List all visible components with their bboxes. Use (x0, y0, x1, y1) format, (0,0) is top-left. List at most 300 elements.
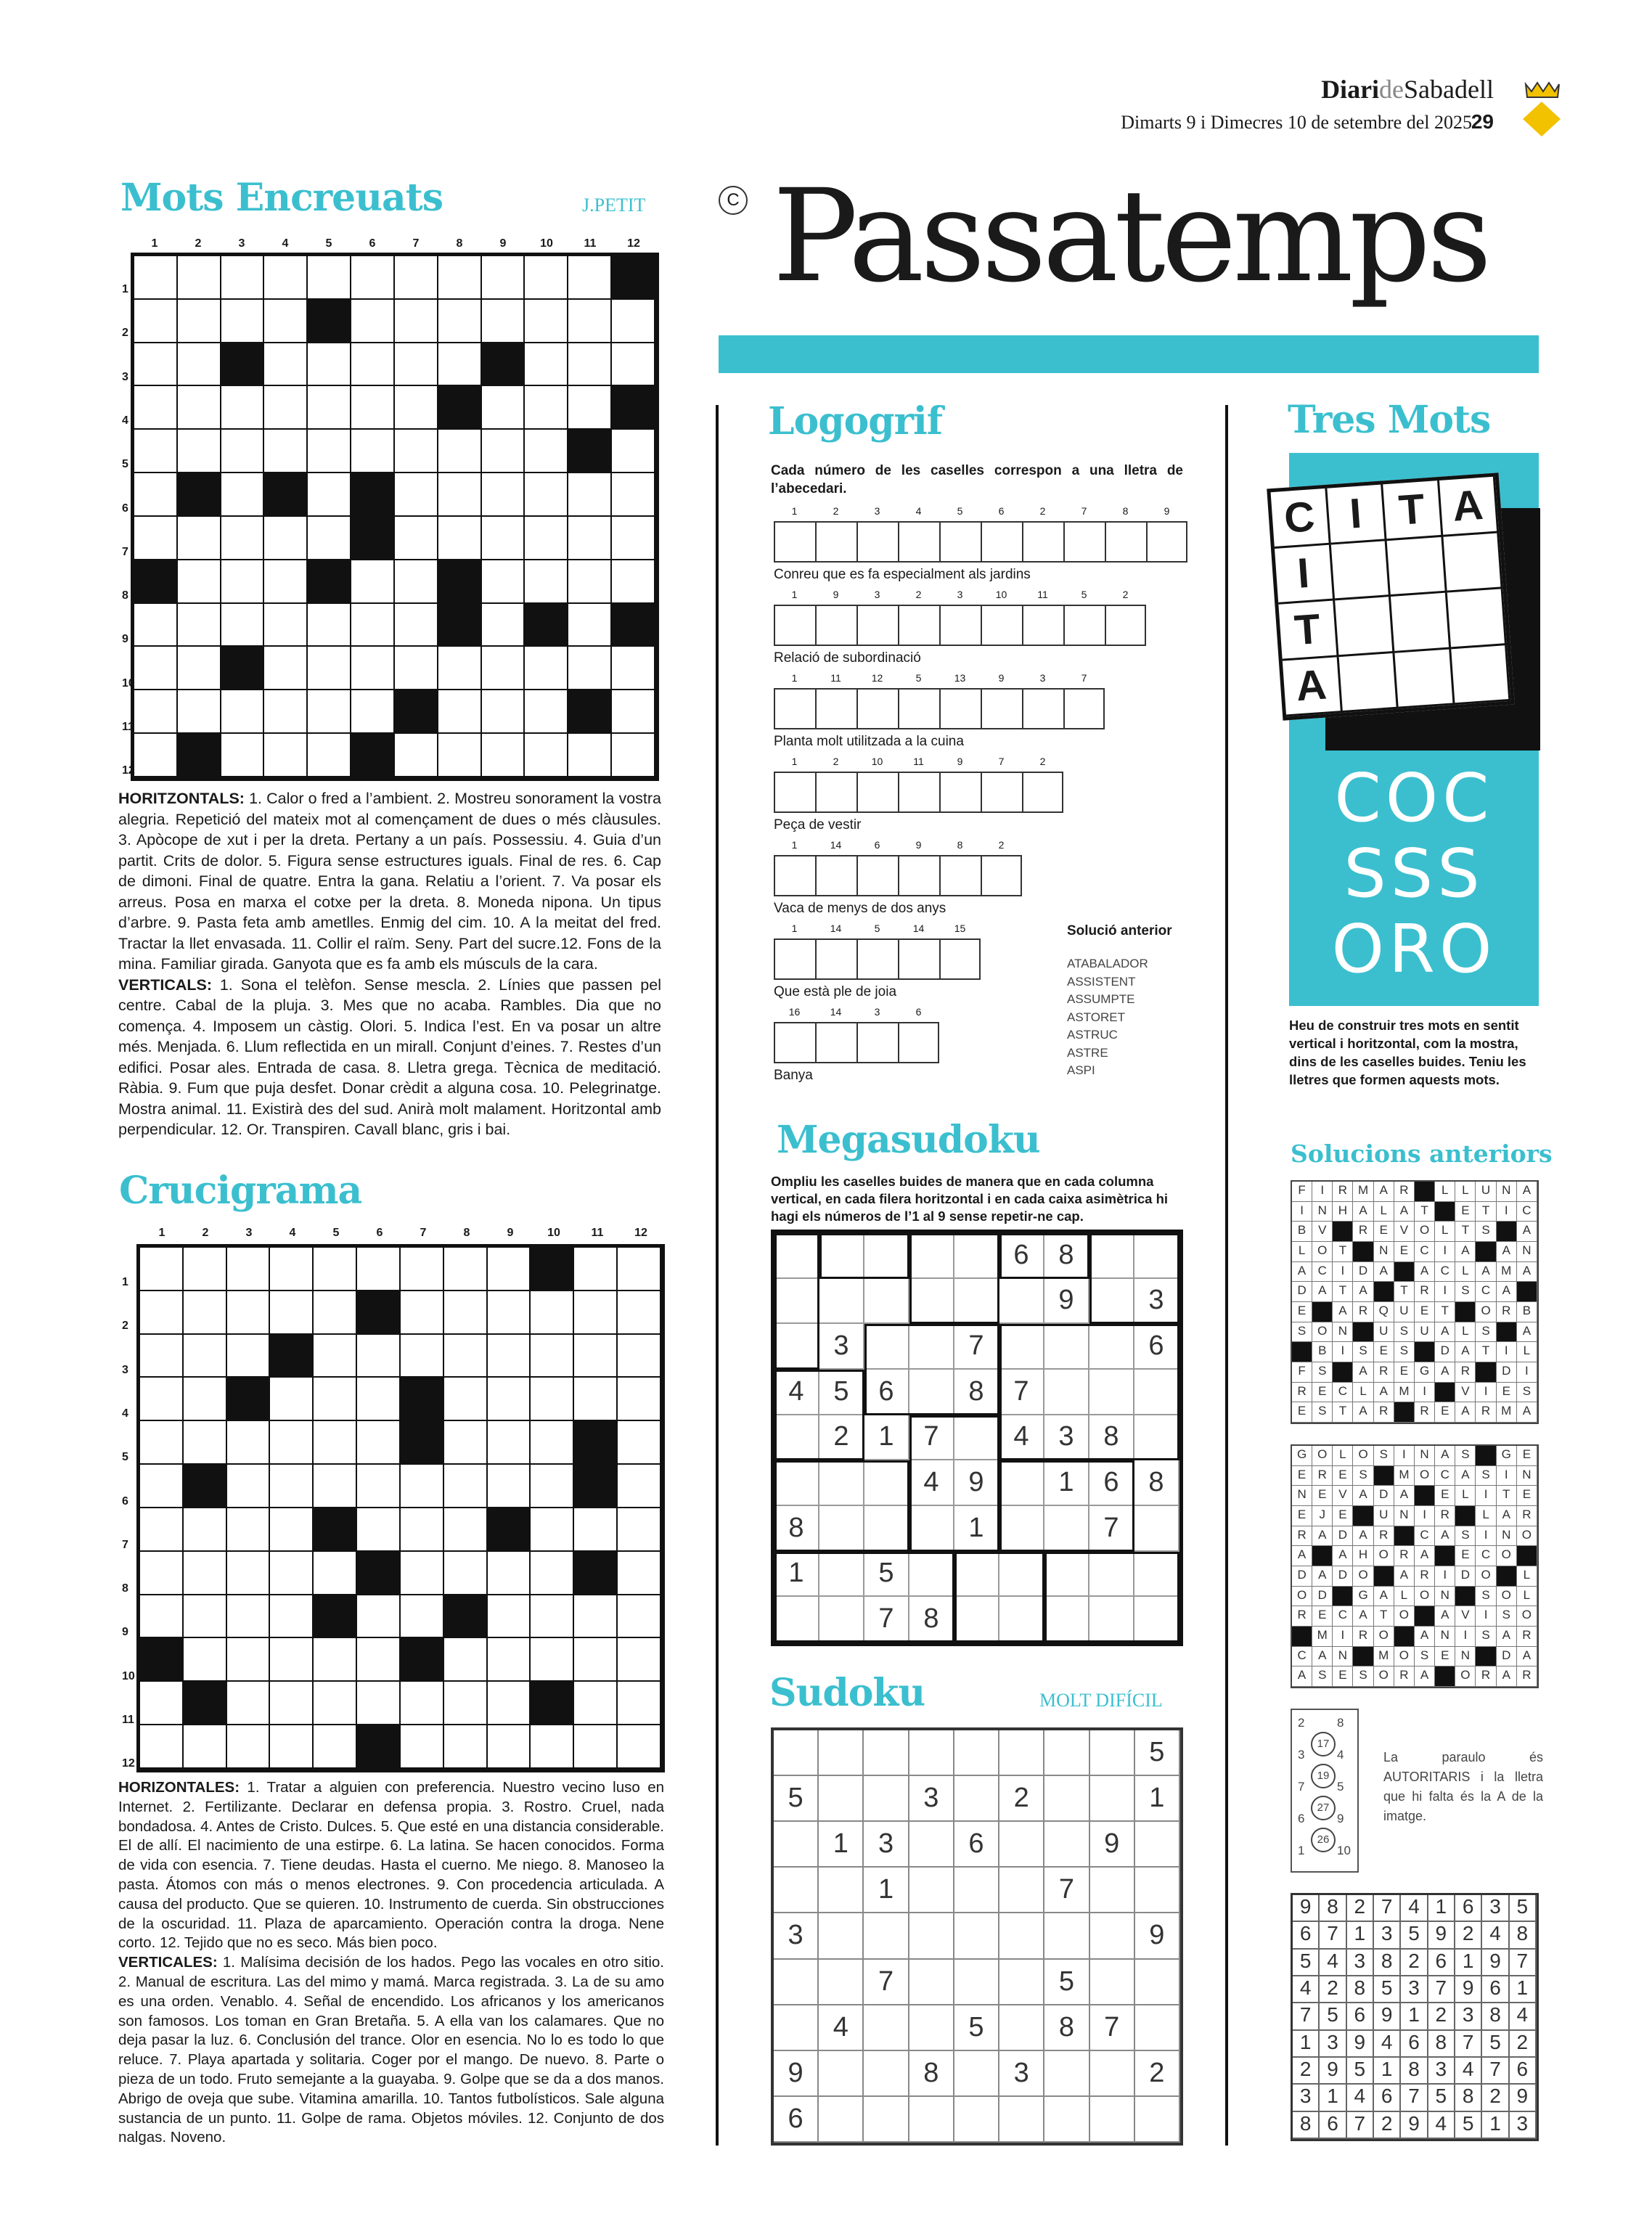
crossword-cell[interactable] (264, 343, 308, 387)
sudoku-cell[interactable] (1044, 1776, 1089, 1822)
megasudoku-cell[interactable] (1134, 1415, 1179, 1461)
megasudoku-cell[interactable] (1134, 1233, 1179, 1279)
crossword-cell[interactable] (482, 300, 526, 343)
megasudoku-cell[interactable] (909, 1506, 954, 1552)
crossword-cell[interactable] (618, 1291, 661, 1335)
crossword-cell[interactable] (482, 256, 526, 300)
crossword-cell[interactable] (525, 517, 568, 560)
crossword-cell[interactable] (444, 1378, 488, 1421)
crossword-cell[interactable] (488, 1421, 531, 1465)
logogrif-box[interactable] (815, 772, 856, 813)
crossword-cell[interactable] (444, 1421, 488, 1465)
logogrif-boxes[interactable] (774, 855, 1022, 896)
crossword-cell[interactable] (134, 256, 178, 300)
megasudoku-cell[interactable] (954, 1233, 999, 1279)
sudoku-cell[interactable] (1090, 1730, 1135, 1776)
megasudoku-cell[interactable] (1089, 1279, 1134, 1325)
megasudoku-cell[interactable] (954, 1279, 999, 1325)
logogrif-box[interactable] (1146, 521, 1187, 563)
megasudoku-cell[interactable] (1089, 1324, 1134, 1370)
crossword-cell[interactable] (531, 1725, 574, 1769)
crossword-cell[interactable] (140, 1335, 184, 1378)
crossword-cell[interactable] (314, 1682, 357, 1725)
crossword-cell[interactable] (178, 430, 221, 473)
sudoku-cell[interactable] (864, 2051, 909, 2097)
sudoku-cell[interactable] (954, 1730, 999, 1776)
crossword-cell[interactable] (395, 517, 438, 560)
crossword-cell[interactable] (574, 1638, 618, 1682)
crossword-cell[interactable] (488, 1725, 531, 1769)
megasudoku-cell[interactable] (1134, 1370, 1179, 1415)
crossword-cell[interactable] (221, 690, 265, 734)
crossword-cell[interactable] (134, 343, 178, 387)
crossword-cell[interactable] (184, 1552, 227, 1595)
crossword-cell[interactable] (227, 1508, 271, 1552)
crossword-cell[interactable] (444, 1638, 488, 1682)
crossword-cell[interactable] (178, 517, 221, 560)
crossword-cell[interactable] (357, 1248, 401, 1291)
crossword-cell[interactable] (134, 300, 178, 343)
crossword-cell[interactable] (612, 517, 655, 560)
crossword-cell[interactable] (314, 1421, 357, 1465)
crossword-cell[interactable] (531, 1291, 574, 1335)
sudoku-cell[interactable] (954, 1960, 999, 2005)
crossword-cell[interactable] (140, 1248, 184, 1291)
crossword-cell[interactable] (270, 1248, 314, 1291)
megasudoku-cell[interactable] (999, 1324, 1044, 1370)
crossword-cell[interactable] (401, 1595, 444, 1639)
crossword-cell[interactable] (221, 430, 265, 473)
crossword-cell[interactable] (140, 1378, 184, 1421)
megasudoku-cell[interactable] (819, 1506, 864, 1552)
crossword-cell[interactable] (227, 1595, 271, 1639)
crossword-cell[interactable] (618, 1335, 661, 1378)
crossword-cell[interactable] (134, 690, 178, 734)
megasudoku-cell[interactable] (819, 1279, 864, 1325)
crossword-cell[interactable] (618, 1682, 661, 1725)
crossword-cell[interactable] (134, 647, 178, 690)
crossword-cell[interactable] (525, 560, 568, 604)
crossword-cell[interactable] (574, 1291, 618, 1335)
megasudoku-cell[interactable] (1044, 1324, 1089, 1370)
logogrif-box[interactable] (981, 605, 1022, 646)
sudoku-grid[interactable] (771, 1727, 1183, 2146)
crossword-cell[interactable] (568, 256, 612, 300)
sudoku-cell[interactable] (954, 2097, 999, 2143)
megasudoku-cell[interactable] (864, 1233, 909, 1279)
crossword-cell[interactable] (395, 300, 438, 343)
crossword-cell[interactable] (482, 473, 526, 517)
crossword-cell[interactable] (314, 1335, 357, 1378)
crossword-cell[interactable] (612, 430, 655, 473)
crossword-cell[interactable] (488, 1291, 531, 1335)
crossword-cell[interactable] (525, 647, 568, 690)
sudoku-cell[interactable] (819, 1776, 864, 1822)
logogrif-boxes[interactable] (774, 688, 1105, 729)
crossword-cell[interactable] (488, 1335, 531, 1378)
crossword-cell[interactable] (531, 1595, 574, 1639)
crossword-cell[interactable] (357, 1378, 401, 1421)
crossword-cell[interactable] (574, 1595, 618, 1639)
logogrif-box[interactable] (898, 772, 939, 813)
crossword-cell[interactable] (264, 517, 308, 560)
logogrif-box[interactable] (774, 855, 815, 896)
sudoku-cell[interactable] (1090, 2051, 1135, 2097)
logogrif-box[interactable] (856, 772, 898, 813)
crossword-cell[interactable] (444, 1552, 488, 1595)
crossword-cell[interactable] (525, 343, 568, 387)
crossword-cell[interactable] (184, 1335, 227, 1378)
crossword-cell[interactable] (401, 1508, 444, 1552)
megasudoku-cell[interactable] (999, 1597, 1044, 1643)
megasudoku-cell[interactable] (774, 1415, 819, 1461)
megasudoku-cell[interactable] (864, 1324, 909, 1370)
logogrif-box[interactable] (898, 938, 939, 980)
megasudoku-cell[interactable] (819, 1460, 864, 1506)
crossword-cell[interactable] (568, 300, 612, 343)
crossword-cell[interactable] (568, 604, 612, 647)
sudoku-cell[interactable] (1044, 1730, 1089, 1776)
crossword-cell[interactable] (221, 734, 265, 777)
megasudoku-cell[interactable] (1089, 1597, 1134, 1643)
crossword-cell[interactable] (401, 1465, 444, 1508)
crossword-cell[interactable] (184, 1248, 227, 1291)
megasudoku-cell[interactable] (864, 1506, 909, 1552)
crossword-cell[interactable] (184, 1595, 227, 1639)
crossword-cell[interactable] (227, 1638, 271, 1682)
crossword-cell[interactable] (618, 1248, 661, 1291)
megasudoku-cell[interactable] (819, 1597, 864, 1643)
crossword-cell[interactable] (395, 734, 438, 777)
megasudoku-cell[interactable] (954, 1552, 999, 1598)
crossword-cell[interactable] (395, 473, 438, 517)
crossword-cell[interactable] (618, 1378, 661, 1421)
crossword-cell[interactable] (531, 1465, 574, 1508)
crossword-cell[interactable] (264, 386, 308, 430)
crossword-cell[interactable] (531, 1335, 574, 1378)
crossword-cell[interactable] (525, 256, 568, 300)
crossword-cell[interactable] (525, 430, 568, 473)
crossword-cell[interactable] (531, 1508, 574, 1552)
sudoku-cell[interactable] (999, 1822, 1044, 1868)
crossword-cell[interactable] (264, 560, 308, 604)
crossword-cell[interactable] (308, 604, 351, 647)
crossword-cell[interactable] (531, 1421, 574, 1465)
crossword-cell[interactable] (568, 343, 612, 387)
crossword-cell[interactable] (227, 1421, 271, 1465)
crossword-cell[interactable] (178, 560, 221, 604)
sudoku-cell[interactable] (774, 1730, 819, 1776)
megasudoku-cell[interactable] (909, 1370, 954, 1415)
crossword-cell[interactable] (482, 604, 526, 647)
crossword-cell[interactable] (308, 647, 351, 690)
crossword-cell[interactable] (395, 647, 438, 690)
crossword-cell[interactable] (488, 1682, 531, 1725)
sudoku-cell[interactable] (999, 2005, 1044, 2051)
logogrif-box[interactable] (1022, 772, 1063, 813)
crossword-cell[interactable] (140, 1725, 184, 1769)
sudoku-cell[interactable] (999, 1913, 1044, 1959)
logogrif-box[interactable] (774, 1022, 815, 1063)
sudoku-cell[interactable] (864, 1730, 909, 1776)
crossword-cell[interactable] (351, 604, 395, 647)
crossword-cell[interactable] (568, 734, 612, 777)
crossword-cell[interactable] (438, 343, 482, 387)
sudoku-cell[interactable] (954, 1868, 999, 1913)
crossword-cell[interactable] (227, 1552, 271, 1595)
sudoku-cell[interactable] (954, 1776, 999, 1822)
logogrif-row[interactable] (774, 589, 1146, 666)
logogrif-boxes[interactable] (774, 938, 981, 980)
crossword-cell[interactable] (270, 1421, 314, 1465)
logogrif-box[interactable] (981, 521, 1022, 563)
crossword-cell[interactable] (308, 517, 351, 560)
megasudoku-cell[interactable] (774, 1460, 819, 1506)
logogrif-box[interactable] (774, 772, 815, 813)
crossword-cell[interactable] (140, 1552, 184, 1595)
crossword-cell[interactable] (134, 430, 178, 473)
crossword-cell[interactable] (438, 473, 482, 517)
logogrif-box[interactable] (856, 521, 898, 563)
logogrif-row[interactable] (774, 505, 1187, 583)
crossword-cell[interactable] (612, 473, 655, 517)
sudoku-cell[interactable] (999, 2097, 1044, 2143)
sudoku-cell[interactable] (1044, 2051, 1089, 2097)
crossword-cell[interactable] (221, 517, 265, 560)
logogrif-box[interactable] (939, 521, 981, 563)
crossword-cell[interactable] (444, 1291, 488, 1335)
crossword-cell[interactable] (395, 343, 438, 387)
crossword-cell[interactable] (134, 386, 178, 430)
sudoku-cell[interactable] (1090, 1776, 1135, 1822)
megasudoku-cell[interactable] (999, 1460, 1044, 1506)
logogrif-row[interactable] (774, 839, 1022, 917)
sudoku-cell[interactable] (774, 1868, 819, 1913)
sudoku-cell[interactable] (1135, 1960, 1180, 2005)
crossword-cell[interactable] (568, 647, 612, 690)
crossword-cell[interactable] (270, 1595, 314, 1639)
logogrif-box[interactable] (898, 521, 939, 563)
megasudoku-cell[interactable] (954, 1415, 999, 1461)
crossword-cell[interactable] (357, 1421, 401, 1465)
crossword-cell[interactable] (140, 1595, 184, 1639)
megasudoku-cell[interactable] (774, 1233, 819, 1279)
crossword-cell[interactable] (531, 1638, 574, 1682)
logogrif-box[interactable] (856, 605, 898, 646)
sudoku-cell[interactable] (909, 1730, 954, 1776)
sudoku-cell[interactable] (819, 1960, 864, 2005)
megasudoku-cell[interactable] (1044, 1552, 1089, 1598)
sudoku-cell[interactable] (819, 2051, 864, 2097)
crossword-cell[interactable] (140, 1421, 184, 1465)
mots-encreuats-grid[interactable] (131, 253, 659, 781)
crossword-cell[interactable] (357, 1508, 401, 1552)
crossword-cell[interactable] (314, 1248, 357, 1291)
crossword-cell[interactable] (264, 430, 308, 473)
crossword-cell[interactable] (351, 386, 395, 430)
crossword-cell[interactable] (444, 1682, 488, 1725)
crossword-cell[interactable] (618, 1595, 661, 1639)
crossword-cell[interactable] (264, 604, 308, 647)
crossword-cell[interactable] (221, 300, 265, 343)
logogrif-boxes[interactable] (774, 1022, 939, 1063)
crossword-cell[interactable] (357, 1465, 401, 1508)
megasudoku-cell[interactable] (774, 1279, 819, 1325)
logogrif-box[interactable] (856, 938, 898, 980)
crossword-cell[interactable] (438, 647, 482, 690)
logogrif-box[interactable] (1063, 521, 1105, 563)
crossword-cell[interactable] (314, 1465, 357, 1508)
crossword-cell[interactable] (482, 647, 526, 690)
crossword-cell[interactable] (395, 386, 438, 430)
logogrif-box[interactable] (939, 772, 981, 813)
sudoku-cell[interactable] (819, 1913, 864, 1959)
logogrif-box[interactable] (815, 938, 856, 980)
megasudoku-cell[interactable] (1089, 1552, 1134, 1598)
logogrif-box[interactable] (856, 688, 898, 729)
logogrif-box[interactable] (898, 688, 939, 729)
logogrif-box[interactable] (815, 521, 856, 563)
sudoku-cell[interactable] (909, 1868, 954, 1913)
crossword-cell[interactable] (140, 1465, 184, 1508)
logogrif-boxes[interactable] (774, 772, 1063, 813)
crossword-cell[interactable] (574, 1335, 618, 1378)
logogrif-box[interactable] (1022, 605, 1063, 646)
crossword-cell[interactable] (357, 1595, 401, 1639)
megasudoku-cell[interactable] (864, 1460, 909, 1506)
crossword-cell[interactable] (314, 1378, 357, 1421)
crossword-cell[interactable] (444, 1465, 488, 1508)
logogrif-boxes[interactable] (774, 521, 1187, 563)
megasudoku-cell[interactable] (864, 1279, 909, 1325)
crossword-cell[interactable] (351, 690, 395, 734)
crossword-cell[interactable] (438, 734, 482, 777)
crossword-cell[interactable] (568, 473, 612, 517)
sudoku-cell[interactable] (864, 1913, 909, 1959)
crossword-cell[interactable] (525, 734, 568, 777)
crossword-cell[interactable] (574, 1248, 618, 1291)
megasudoku-cell[interactable] (1134, 1506, 1179, 1552)
crossword-cell[interactable] (568, 386, 612, 430)
crossword-cell[interactable] (401, 1725, 444, 1769)
sudoku-cell[interactable] (864, 2097, 909, 2143)
crossword-cell[interactable] (351, 647, 395, 690)
crossword-cell[interactable] (612, 690, 655, 734)
crossword-cell[interactable] (482, 517, 526, 560)
crossword-cell[interactable] (184, 1725, 227, 1769)
crossword-cell[interactable] (531, 1552, 574, 1595)
megasudoku-cell[interactable] (1044, 1597, 1089, 1643)
crossword-cell[interactable] (612, 647, 655, 690)
crossword-cell[interactable] (227, 1725, 271, 1769)
crossword-cell[interactable] (270, 1725, 314, 1769)
megasudoku-cell[interactable] (819, 1552, 864, 1598)
crossword-cell[interactable] (184, 1291, 227, 1335)
logogrif-box[interactable] (774, 521, 815, 563)
crossword-cell[interactable] (438, 256, 482, 300)
crossword-cell[interactable] (134, 734, 178, 777)
crossword-cell[interactable] (395, 430, 438, 473)
sudoku-cell[interactable] (1135, 2005, 1180, 2051)
logogrif-box[interactable] (1022, 521, 1063, 563)
crossword-cell[interactable] (574, 1508, 618, 1552)
megasudoku-cell[interactable] (1089, 1233, 1134, 1279)
crossword-cell[interactable] (488, 1552, 531, 1595)
crossword-cell[interactable] (525, 300, 568, 343)
crossword-cell[interactable] (444, 1508, 488, 1552)
sudoku-cell[interactable] (909, 2097, 954, 2143)
logogrif-box[interactable] (1063, 688, 1105, 729)
crossword-cell[interactable] (264, 690, 308, 734)
crucigrama-grid[interactable] (136, 1244, 665, 1772)
crossword-cell[interactable] (351, 430, 395, 473)
megasudoku-cell[interactable] (774, 1597, 819, 1643)
sudoku-cell[interactable] (864, 1776, 909, 1822)
crossword-cell[interactable] (178, 256, 221, 300)
megasudoku-cell[interactable] (1044, 1506, 1089, 1552)
crossword-cell[interactable] (574, 1378, 618, 1421)
crossword-cell[interactable] (574, 1682, 618, 1725)
crossword-cell[interactable] (488, 1378, 531, 1421)
sudoku-cell[interactable] (1135, 1822, 1180, 1868)
sudoku-cell[interactable] (909, 2005, 954, 2051)
sudoku-cell[interactable] (1044, 1913, 1089, 1959)
crossword-cell[interactable] (482, 560, 526, 604)
crossword-cell[interactable] (140, 1291, 184, 1335)
megasudoku-cell[interactable] (909, 1324, 954, 1370)
crossword-cell[interactable] (314, 1725, 357, 1769)
crossword-cell[interactable] (178, 604, 221, 647)
megasudoku-cell[interactable] (1089, 1370, 1134, 1415)
sudoku-cell[interactable] (1090, 1913, 1135, 1959)
crossword-cell[interactable] (444, 1725, 488, 1769)
crossword-cell[interactable] (488, 1638, 531, 1682)
logogrif-box[interactable] (939, 688, 981, 729)
crossword-cell[interactable] (264, 647, 308, 690)
crossword-cell[interactable] (395, 604, 438, 647)
megasudoku-cell[interactable] (1134, 1597, 1179, 1643)
crossword-cell[interactable] (357, 1638, 401, 1682)
crossword-cell[interactable] (357, 1682, 401, 1725)
logogrif-box[interactable] (815, 688, 856, 729)
crossword-cell[interactable] (612, 343, 655, 387)
crossword-cell[interactable] (395, 560, 438, 604)
crossword-cell[interactable] (482, 734, 526, 777)
crossword-cell[interactable] (270, 1378, 314, 1421)
megasudoku-cell[interactable] (1044, 1370, 1089, 1415)
crossword-cell[interactable] (618, 1552, 661, 1595)
crossword-cell[interactable] (221, 560, 265, 604)
crossword-cell[interactable] (264, 734, 308, 777)
logogrif-box[interactable] (981, 855, 1022, 896)
crossword-cell[interactable] (401, 1682, 444, 1725)
logogrif-box[interactable] (898, 605, 939, 646)
crossword-cell[interactable] (184, 1421, 227, 1465)
sudoku-cell[interactable] (954, 1913, 999, 1959)
crossword-cell[interactable] (227, 1291, 271, 1335)
crossword-cell[interactable] (221, 256, 265, 300)
sudoku-cell[interactable] (909, 1960, 954, 2005)
crossword-cell[interactable] (401, 1291, 444, 1335)
sudoku-cell[interactable] (774, 2005, 819, 2051)
logogrif-box[interactable] (856, 1022, 898, 1063)
sudoku-cell[interactable] (1044, 2097, 1089, 2143)
crossword-cell[interactable] (308, 343, 351, 387)
crossword-cell[interactable] (401, 1552, 444, 1595)
crossword-cell[interactable] (314, 1638, 357, 1682)
megasudoku-cell[interactable] (909, 1279, 954, 1325)
crossword-cell[interactable] (482, 430, 526, 473)
